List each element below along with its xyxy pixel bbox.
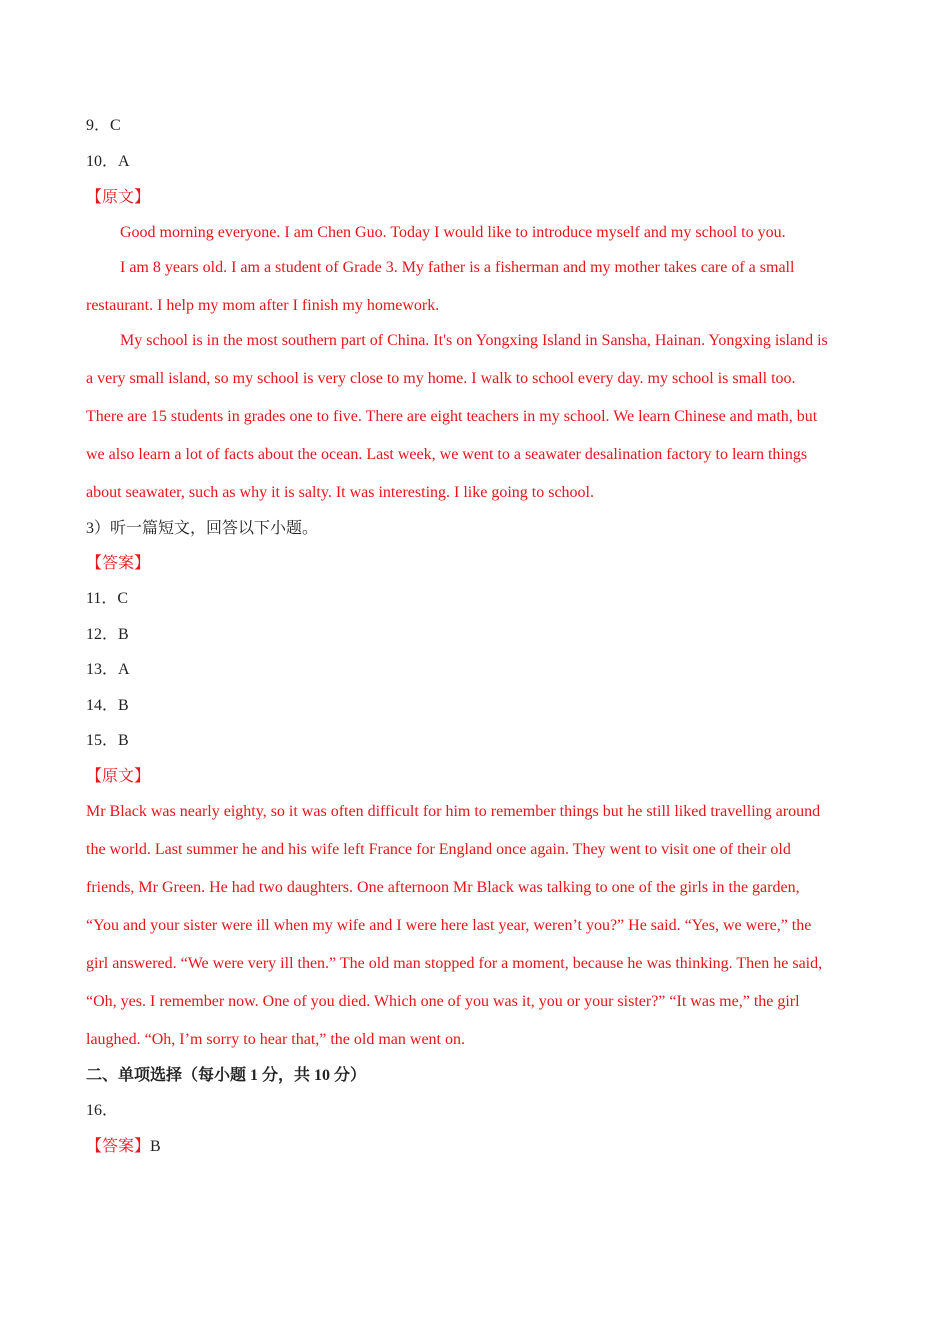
transcript-line: There are 15 students in grades one to five. There are eight teachers in my school. We learn Chinese and math, but [86, 408, 818, 425]
transcript-label: 【原文】 [86, 768, 151, 785]
section-heading: 二、单项选择（每小题 1 分，共 10 分） [86, 1067, 367, 1084]
transcript-line: the world. Last summer he and his wife left France for England once again. They went to visit one of their old [86, 841, 791, 858]
answer-label: 【答案】 [86, 555, 151, 572]
transcript-line: we also learn a lot of facts about the ocean. Last week, we went to a seawater desalination factory to learn things [86, 446, 808, 463]
transcript-line: Mr Black was nearly eighty, so it was often difficult for him to remember things but he still liked travelling around [86, 803, 821, 820]
transcript-line: about seawater, such as why it is salty. It was interesting. I like going to school. [86, 484, 594, 501]
answer-value: B [150, 1138, 161, 1155]
answer-15: 15．B [86, 732, 129, 749]
transcript-line: I am 8 years old. I am a student of Grade 3. My father is a fisherman and my mother takes care of a small [120, 259, 795, 276]
transcript-line: restaurant. I help my mom after I finish my homework. [86, 297, 440, 314]
transcript-label: 【原文】 [86, 189, 151, 206]
transcript-line: friends, Mr Green. He had two daughters. One afternoon Mr Black was talking to one of the girls in the garden, [86, 879, 800, 896]
transcript-line: laughed. “Oh, I’m sorry to hear that,” the old man went on. [86, 1031, 465, 1048]
answer-16 [86, 1137, 161, 1157]
question-16: 16． [86, 1102, 119, 1119]
answer-14: 14．B [86, 697, 129, 714]
answer-12: 12．B [86, 626, 129, 643]
answer-label: 【答案】 [86, 1138, 151, 1155]
transcript-line: “Oh, yes. I remember now. One of you died. Which one of you was it, you or your sister?” “It was me,” the girl [86, 993, 800, 1010]
transcript-line: “You and your sister were ill when my wife and I were here last year, weren’t you?” He said. “Yes, we were,” the [86, 917, 812, 934]
transcript-line: My school is in the most southern part of China. It's on Yongxing Island in Sansha, Hainan. Yongxing island is [120, 332, 828, 349]
transcript-line: girl answered. “We were very ill then.” The old man stopped for a moment, because he was thinking. Then he said, [86, 955, 823, 972]
answer-13: 13．A [86, 661, 130, 678]
answer-10: 10．A [86, 153, 130, 170]
answer-9: 9．C [86, 117, 121, 134]
transcript-line: a very small island, so my school is very close to my home. I walk to school every day. my school is small too. [86, 370, 796, 387]
section-heading: 3）听一篇短文，回答以下小题。 [86, 520, 319, 537]
answer-11: 11．C [86, 590, 129, 607]
transcript-line: Good morning everyone. I am Chen Guo. Today I would like to introduce myself and my school to you. [120, 224, 786, 241]
